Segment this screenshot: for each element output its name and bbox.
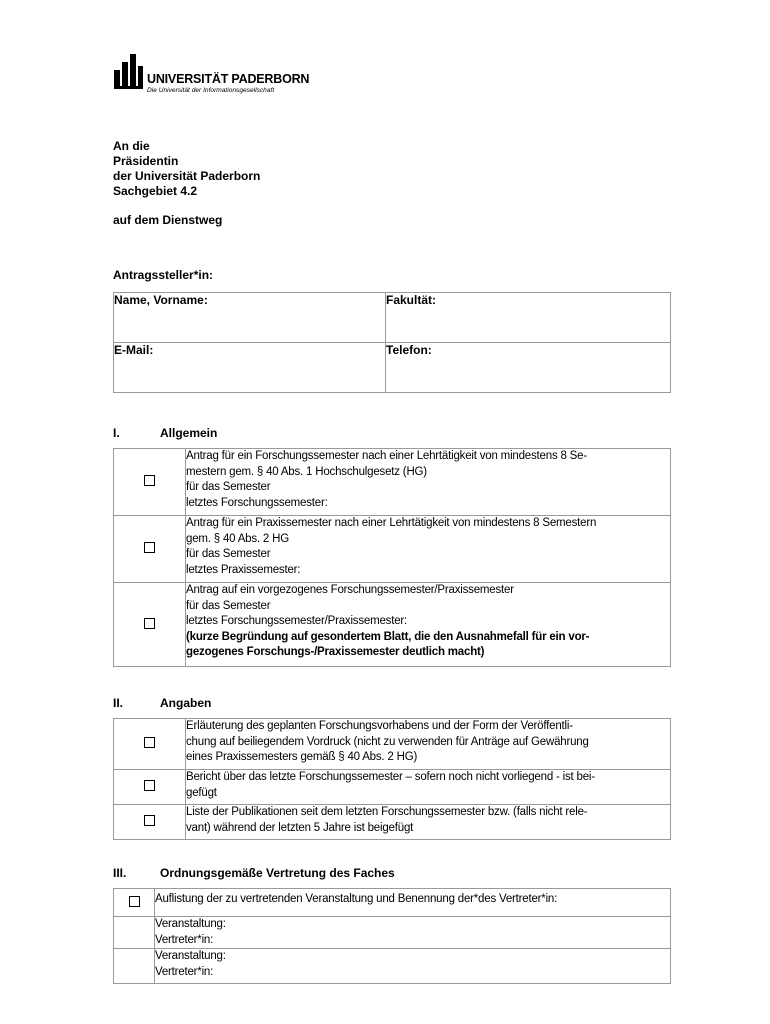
empty-cell [114, 949, 155, 984]
section-title: Ordnungsgemäße Vertretung des Faches [160, 866, 395, 880]
name-field[interactable] [114, 293, 386, 343]
faculty-field[interactable] [386, 293, 671, 343]
section-number: III. [113, 866, 127, 880]
option-text: Antrag auf ein vorgezogenes Forschungssemester/Praxissemester für das Semester letztes Forschungssemester/Praxissemester: (kurze Begründung auf gesondertem Blatt, die den Ausnahmefall für ein vor- gezogenes Forschungs-/Praxissemester deutlich macht) [186, 583, 671, 667]
logo-name: UNIVERSITÄT PADERBORN [147, 72, 310, 86]
name-label: Name, Vorname: [114, 293, 208, 307]
checkbox-cell [114, 516, 186, 583]
email-field[interactable] [114, 343, 386, 393]
section-number: I. [113, 426, 120, 440]
option-text: Antrag für ein Praxissemester nach einer Lehrtätigkeit von mindestens 8 Semestern gem. § 40 Abs. 2 HG für das Semester letztes Praxissemester: [186, 516, 671, 583]
checkbox-vertretung[interactable] [129, 896, 140, 907]
checkbox-praxissemester[interactable] [144, 542, 155, 553]
checkbox-cell [114, 583, 186, 667]
logo-tagline: Die Universität der Informationsgesellschaft [147, 87, 275, 94]
checkbox-forschungssemester[interactable] [144, 475, 155, 486]
option-text: Liste der Publikationen seit dem letzten Forschungssemester bzw. (falls nicht rele- vant) während der letzten 5 Jahre ist beigefügt [186, 805, 671, 840]
checkbox-cell [114, 889, 155, 917]
section-title: Allgemein [160, 426, 218, 440]
faculty-label: Fakultät: [386, 293, 437, 307]
applicant-label: Antragssteller*in: [113, 268, 214, 282]
option-text: Antrag für ein Forschungssemester nach einer Lehrtätigkeit von mindestens 8 Se- mestern gem. § 40 Abs. 1 Hochschulgesetz (HG) für das Semester letztes Forschungssemester: [186, 449, 671, 516]
checkbox-cell [114, 805, 186, 840]
phone-label: Telefon: [386, 343, 432, 357]
empty-cell [114, 917, 155, 949]
section-number: II. [113, 696, 124, 710]
checkbox-cell [114, 719, 186, 770]
university-logo-icon [113, 52, 145, 94]
address-block [113, 139, 260, 199]
phone-field[interactable] [386, 343, 671, 393]
bold-note: gezogenes Forschungs-/Praxissemester deutlich macht) [186, 646, 485, 658]
address-line: Sachgebiet 4.2 [113, 184, 198, 198]
checkbox-erlaeuterung[interactable] [144, 737, 155, 748]
email-label: E-Mail: [114, 343, 154, 357]
checkbox-cell [114, 770, 186, 805]
section-3-table [113, 888, 671, 984]
university-logo [113, 48, 313, 100]
section-title: Angaben [160, 696, 212, 710]
checkbox-cell [114, 449, 186, 516]
substitution-entry[interactable]: Veranstaltung: Vertreter*in: [155, 917, 671, 949]
intro-text: Auflistung der zu vertretenden Veranstaltung und Benennung der*des Vertreter*in: [155, 889, 671, 917]
option-text: Erläuterung des geplanten Forschungsvorhabens und der Form der Veröffentli- chung auf beiliegendem Vordruck (nicht zu verwenden für Anträge auf Gewährung eines Praxissemesters gemäß § 40 Abs. 2 HG) [186, 719, 671, 770]
address-line: Präsidentin [113, 154, 179, 168]
section-1-table [113, 448, 671, 667]
bold-note: (kurze Begründung auf gesondertem Blatt, die den Ausnahmefall für ein vor- [186, 630, 590, 643]
dienstweg-label: auf dem Dienstweg [113, 213, 223, 227]
checkbox-vorgezogenes-semester[interactable] [144, 618, 155, 629]
address-line: An die [113, 139, 150, 153]
checkbox-publikationen[interactable] [144, 815, 155, 826]
section-2-table [113, 718, 671, 840]
checkbox-bericht[interactable] [144, 780, 155, 791]
address-line: der Universität Paderborn [113, 169, 261, 183]
option-text: Bericht über das letzte Forschungssemester – sofern noch nicht vorliegend - ist bei- gefügt [186, 770, 671, 805]
substitution-entry[interactable]: Veranstaltung: Vertreter*in: [155, 949, 671, 984]
applicant-table [113, 292, 671, 393]
